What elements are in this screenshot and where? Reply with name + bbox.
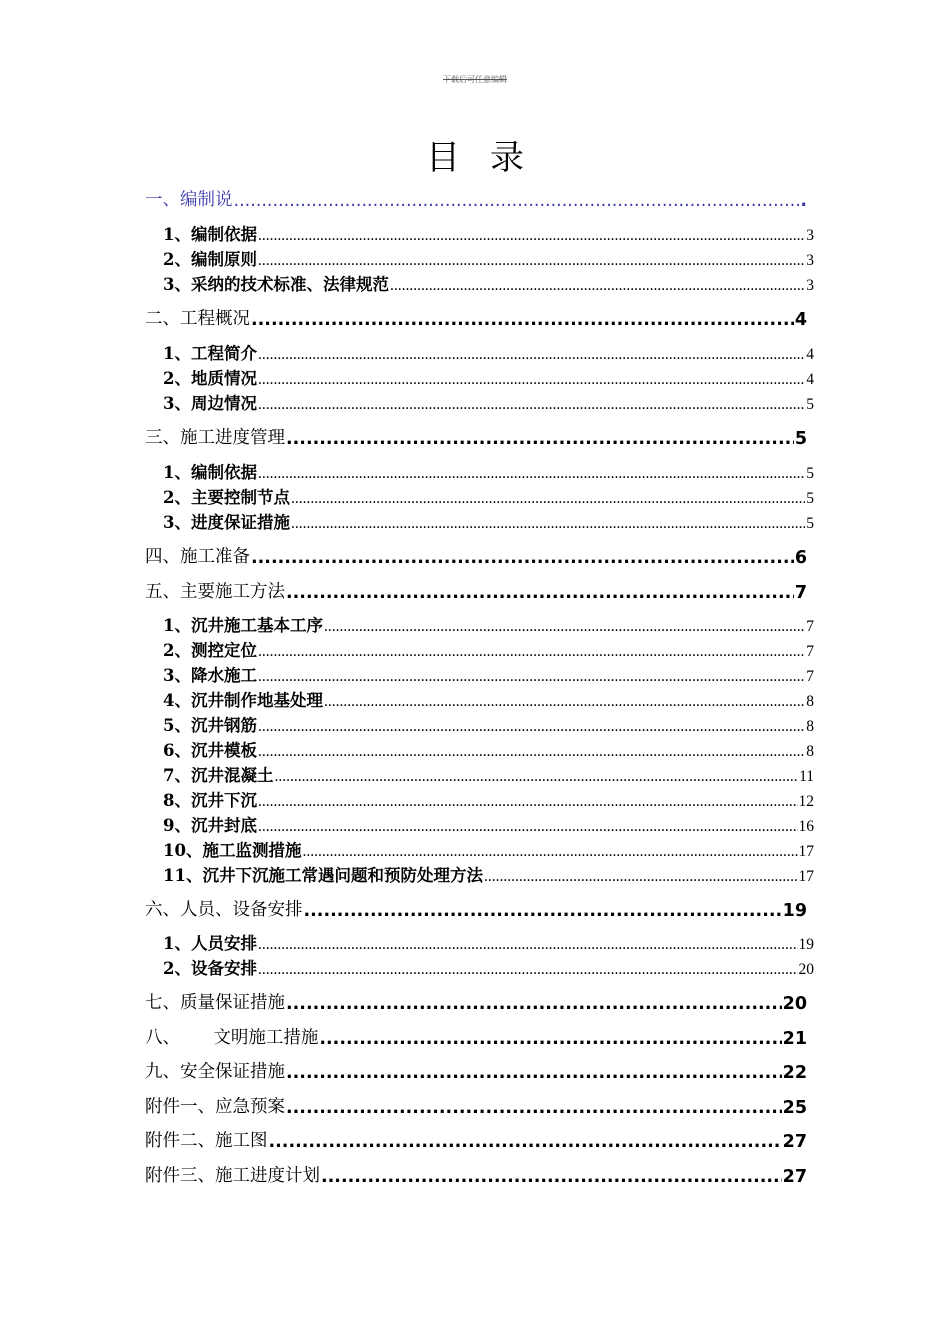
toc-leader-dots bbox=[258, 818, 798, 836]
toc-leader-dots bbox=[258, 227, 805, 245]
toc-leader-dots bbox=[258, 743, 805, 761]
toc-entry[interactable] bbox=[163, 221, 814, 245]
toc-leader-dots bbox=[484, 868, 798, 886]
toc-page-number: 3 bbox=[806, 252, 814, 269]
toc-entry[interactable] bbox=[145, 1058, 807, 1083]
toc-entry-label: 附件三、施工进度计划 bbox=[145, 1166, 320, 1186]
toc-entry[interactable] bbox=[145, 543, 807, 568]
toc-leader-dots bbox=[251, 548, 794, 568]
toc-page-number: 4 bbox=[806, 346, 814, 363]
toc-page-number: 8 bbox=[806, 693, 814, 710]
toc-entry-label: 一、编制说 bbox=[145, 190, 233, 210]
toc-leader-dots bbox=[258, 371, 805, 389]
toc-entry[interactable] bbox=[145, 989, 807, 1014]
toc-entry-label: 8、沉井下沉 bbox=[163, 791, 257, 810]
toc-leader-dots bbox=[321, 1167, 782, 1187]
toc-page-number: 19 bbox=[798, 936, 814, 953]
toc-entry-label: 四、施工准备 bbox=[145, 547, 250, 567]
toc-leader-dots bbox=[258, 718, 805, 736]
toc-entry[interactable] bbox=[145, 305, 807, 330]
toc-entry-label: 1、工程简介 bbox=[163, 344, 257, 363]
toc-entry-label: 3、周边情况 bbox=[163, 394, 257, 413]
toc-entry[interactable] bbox=[163, 930, 814, 954]
toc-page-number: 4 bbox=[794, 310, 807, 330]
toc-entry-label: 3、进度保证措施 bbox=[163, 513, 290, 532]
toc-entry[interactable] bbox=[145, 1093, 807, 1118]
toc-page-number: 8 bbox=[806, 743, 814, 760]
toc-leader-dots bbox=[390, 277, 805, 295]
toc-page-number: 3 bbox=[806, 227, 814, 244]
toc-leader-dots bbox=[286, 429, 794, 449]
toc-entry[interactable] bbox=[163, 509, 814, 533]
toc-leader-dots bbox=[251, 310, 794, 330]
toc-page-number: 5 bbox=[806, 515, 814, 532]
toc-entry-label: 9、沉井封底 bbox=[163, 816, 257, 835]
toc-entry-label: 附件二、施工图 bbox=[145, 1131, 268, 1151]
toc-entry-label: 2、主要控制节点 bbox=[163, 488, 290, 507]
toc-entry-label: 5、沉井钢筋 bbox=[163, 716, 257, 735]
toc-entry-label: 6、沉井模板 bbox=[163, 741, 257, 760]
toc-leader-dots bbox=[286, 583, 794, 603]
toc-entry[interactable] bbox=[145, 186, 807, 211]
toc-entry-label: 二、工程概况 bbox=[145, 309, 250, 329]
toc-leader-dots bbox=[258, 793, 798, 811]
toc-leader-dots bbox=[258, 396, 805, 414]
toc-page-number: 12 bbox=[798, 793, 814, 810]
toc-leader-dots bbox=[258, 668, 805, 686]
toc-entry-label: 2、编制原则 bbox=[163, 250, 257, 269]
toc-entry-label: 3、采纳的技术标准、法律规范 bbox=[163, 275, 389, 294]
toc-leader-dots bbox=[286, 1098, 782, 1118]
toc-entry-label: 附件一、应急预案 bbox=[145, 1097, 285, 1117]
toc-leader-dots bbox=[286, 1063, 782, 1083]
toc-entry[interactable] bbox=[145, 1162, 807, 1187]
toc-entry[interactable] bbox=[163, 687, 814, 711]
toc-leader-dots bbox=[269, 1132, 782, 1152]
toc-entry-label: 2、测控定位 bbox=[163, 641, 257, 660]
toc-entry[interactable] bbox=[145, 1024, 807, 1049]
toc-page-number: 11 bbox=[799, 768, 814, 785]
toc-entry-label: 七、质量保证措施 bbox=[145, 993, 285, 1013]
toc-entry[interactable] bbox=[163, 612, 814, 636]
toc-leader-dots bbox=[258, 643, 805, 661]
toc-entry-label: 1、编制依据 bbox=[163, 225, 257, 244]
toc-entry-label: 六、人员、设备安排 bbox=[145, 900, 303, 920]
toc-entry[interactable] bbox=[163, 271, 814, 295]
toc-entry[interactable] bbox=[163, 340, 814, 364]
toc-entry-label: 1、编制依据 bbox=[163, 463, 257, 482]
toc-page-number: 3 bbox=[806, 277, 814, 294]
toc-page-number: 17 bbox=[798, 843, 814, 860]
toc-entry[interactable] bbox=[163, 812, 814, 836]
toc-leader-dots bbox=[304, 901, 782, 921]
toc-entry-label: 1、沉井施工基本工序 bbox=[163, 616, 323, 635]
toc-page-number: . bbox=[800, 191, 807, 211]
toc-entry[interactable] bbox=[145, 578, 807, 603]
toc-leader-dots bbox=[319, 1029, 781, 1049]
toc-page-number: 7 bbox=[806, 668, 814, 685]
toc-leader-dots bbox=[258, 936, 798, 954]
toc-entry[interactable] bbox=[163, 390, 814, 414]
toc-page-number: 6 bbox=[794, 548, 807, 568]
toc-page-number: 25 bbox=[782, 1098, 807, 1118]
toc-entry-label: 3、降水施工 bbox=[163, 666, 257, 685]
toc-page-number: 27 bbox=[782, 1167, 807, 1187]
toc-entry[interactable] bbox=[163, 712, 814, 736]
toc-leader-dots bbox=[302, 843, 797, 861]
toc-page-number: 4 bbox=[806, 371, 814, 388]
toc-entry-label: 7、沉井混凝土 bbox=[163, 766, 274, 785]
toc-page-number: 27 bbox=[782, 1132, 807, 1152]
toc-entry[interactable] bbox=[163, 484, 814, 508]
toc-page-number: 17 bbox=[798, 868, 814, 885]
toc-entry[interactable] bbox=[145, 424, 807, 449]
header-note: 下载后可任意编辑 bbox=[443, 75, 507, 84]
toc-page-number: 21 bbox=[782, 1029, 807, 1049]
toc-entry[interactable] bbox=[163, 955, 814, 979]
toc-leader-dots bbox=[258, 346, 805, 364]
toc-page-number: 20 bbox=[798, 961, 814, 978]
toc-entry-label: 1、人员安排 bbox=[163, 934, 257, 953]
toc-entry[interactable] bbox=[163, 459, 814, 483]
toc-page-number: 22 bbox=[782, 1063, 807, 1083]
toc-leader-dots bbox=[274, 768, 798, 786]
toc-leader-dots bbox=[291, 490, 805, 508]
toc-entry-label: 11、沉井下沉施工常遇问题和预防处理方法 bbox=[163, 866, 483, 885]
toc-entry-label: 2、地质情况 bbox=[163, 369, 257, 388]
toc-leader-dots bbox=[234, 191, 800, 211]
toc-leader-dots bbox=[258, 961, 798, 979]
toc-page-number: 19 bbox=[782, 901, 807, 921]
toc-leader-dots bbox=[324, 693, 805, 711]
toc-page-number: 7 bbox=[806, 643, 814, 660]
toc-entry-label: 4、沉井制作地基处理 bbox=[163, 691, 323, 710]
toc-entry[interactable] bbox=[163, 762, 814, 786]
toc-entry[interactable] bbox=[163, 246, 814, 270]
toc-entry-label: 九、安全保证措施 bbox=[145, 1062, 285, 1082]
page-title: 目录 bbox=[426, 138, 554, 178]
toc-page-number: 5 bbox=[806, 490, 814, 507]
toc-page-number: 16 bbox=[798, 818, 814, 835]
toc-entry[interactable] bbox=[163, 365, 814, 389]
toc-entry-label: 三、施工进度管理 bbox=[145, 428, 285, 448]
toc-page-number: 7 bbox=[806, 618, 814, 635]
toc-entry[interactable] bbox=[163, 637, 814, 661]
toc-entry-label: 五、主要施工方法 bbox=[145, 582, 285, 602]
toc-leader-dots bbox=[258, 252, 805, 270]
toc-page-number: 5 bbox=[806, 465, 814, 482]
toc-page-number: 8 bbox=[806, 718, 814, 735]
toc-leader-dots bbox=[291, 515, 805, 533]
toc-entry[interactable] bbox=[145, 1127, 807, 1152]
toc-page-number: 5 bbox=[794, 429, 807, 449]
toc-entry-label: 2、设备安排 bbox=[163, 959, 257, 978]
toc-entry[interactable] bbox=[163, 737, 814, 761]
toc-entry[interactable] bbox=[163, 862, 814, 886]
toc-leader-dots bbox=[324, 618, 805, 636]
toc-page-number: 7 bbox=[794, 583, 807, 603]
toc-entry-label: 10、施工监测措施 bbox=[163, 841, 302, 860]
toc-entry[interactable] bbox=[145, 896, 807, 921]
toc-leader-dots bbox=[258, 465, 805, 483]
toc-page-number: 5 bbox=[806, 396, 814, 413]
toc-entry-label: 八、 文明施工措施 bbox=[145, 1028, 319, 1048]
toc-entry[interactable] bbox=[163, 662, 814, 686]
toc-leader-dots bbox=[286, 994, 782, 1014]
toc-entry[interactable] bbox=[163, 837, 814, 861]
toc-entry[interactable] bbox=[163, 787, 814, 811]
toc-page-number: 20 bbox=[782, 994, 807, 1014]
